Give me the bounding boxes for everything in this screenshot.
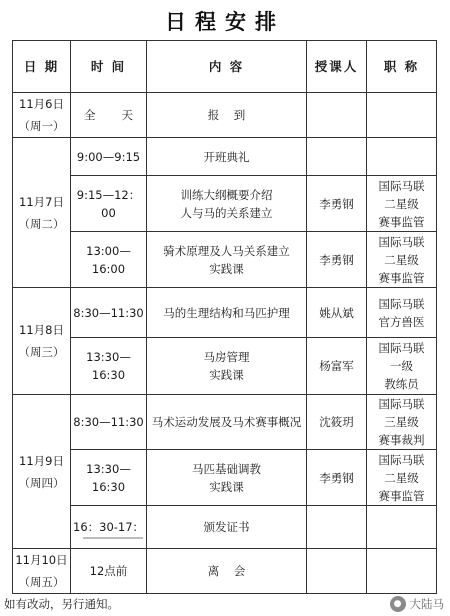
- content-cell: [147, 450, 307, 506]
- title-cell: [367, 176, 437, 232]
- table-row: [13, 176, 437, 232]
- table-row: [13, 450, 437, 506]
- content-line: 马的生理结构和马匹护理: [163, 305, 290, 320]
- table-row: [13, 288, 437, 338]
- schedule-table: [12, 40, 437, 594]
- teacher-cell: [307, 549, 367, 594]
- weekday-label: （周一）: [18, 119, 65, 133]
- date-cell: [13, 549, 71, 594]
- title-line: 国际马联: [378, 341, 425, 355]
- title-line: 国际马联: [378, 296, 425, 311]
- time-cell: 13:30—16:30: [71, 450, 147, 506]
- title-cell: [367, 395, 437, 450]
- teacher-cell: [307, 138, 367, 176]
- title-line: 国际马联: [378, 397, 425, 411]
- title-line: 赛事监管: [378, 270, 425, 285]
- time-label: 天: [121, 108, 133, 122]
- title-line: 赛事监管: [378, 488, 425, 503]
- title-cell: [367, 288, 437, 338]
- content-cell: [147, 338, 307, 395]
- teacher-cell: 杨富军: [307, 338, 367, 395]
- title-line: 二星级: [384, 470, 419, 485]
- weekday-label: （周五）: [18, 575, 65, 589]
- time-cell: 9:15—12：00: [71, 176, 147, 232]
- content-cell: [147, 506, 307, 549]
- header-content: 内 容: [147, 41, 307, 93]
- content-line: 离 会: [207, 564, 246, 578]
- time-cell: 13:00—16:00: [71, 232, 147, 288]
- watermark-logo-icon: ●: [390, 596, 406, 612]
- table-row: [13, 232, 437, 288]
- date-label: 11月7日: [19, 194, 64, 209]
- date-cell: [13, 138, 71, 288]
- weekday-label: （周四）: [18, 475, 65, 490]
- teacher-cell: [307, 506, 367, 549]
- teacher-cell: 李勇钢: [307, 232, 367, 288]
- content-cell: [147, 232, 307, 288]
- date-label: 11月9日: [19, 453, 64, 468]
- time-label: 全: [84, 108, 96, 122]
- table-row: [13, 395, 437, 450]
- content-line: 马匹基础调教: [192, 461, 261, 476]
- time-cell: 8:30—11:30: [71, 288, 147, 338]
- date-cell: [13, 395, 71, 549]
- header-title: 职 称: [367, 41, 437, 93]
- watermark: [390, 596, 445, 612]
- date-label: 11月8日: [19, 323, 64, 337]
- teacher-cell: [307, 93, 367, 138]
- title-line: 一级: [390, 359, 413, 373]
- content-line: 实践课: [209, 479, 244, 494]
- content-line: 开班典礼: [203, 149, 250, 164]
- title-line: 三星级: [384, 415, 419, 429]
- header-time: 时 间: [71, 41, 147, 93]
- date-label: 11月6日: [19, 97, 64, 111]
- content-cell: [147, 176, 307, 232]
- title-cell: [367, 93, 437, 138]
- content-cell: [147, 549, 307, 594]
- teacher-cell: 姚从斌: [307, 288, 367, 338]
- time-cell: [71, 93, 147, 138]
- time-cell: 9:00—9:15: [71, 138, 147, 176]
- teacher-cell: 李勇钢: [307, 176, 367, 232]
- title-line: 赛事监管: [378, 214, 425, 229]
- divider: [83, 537, 143, 539]
- header-row: [13, 41, 437, 93]
- content-line: 马房管理: [203, 350, 250, 364]
- title-cell: [367, 549, 437, 594]
- time-cell: 8:30—11:30: [71, 395, 147, 450]
- content-line: 人与马的关系建立: [180, 205, 273, 220]
- table-row: [13, 93, 437, 138]
- title-line: 二星级: [384, 252, 419, 267]
- page-title: 日程安排: [165, 10, 285, 34]
- time-cell: 12点前: [71, 549, 147, 594]
- content-line: 颁发证书: [203, 520, 250, 534]
- title-cell: [367, 450, 437, 506]
- content-line: 报 到: [207, 108, 246, 122]
- title-cell: [367, 338, 437, 395]
- content-line: 马术运动发展及马术赛事概况: [151, 415, 302, 429]
- content-cell: [147, 395, 307, 450]
- date-label: 11月10日: [15, 553, 68, 567]
- title-line: 赛事裁判: [378, 433, 425, 447]
- title-line: 教练员: [384, 377, 419, 391]
- watermark-text: 大陆马: [409, 597, 444, 611]
- date-cell: [13, 288, 71, 395]
- title-line: 官方兽医: [378, 314, 425, 329]
- footnote: 如有改动，另行通知。: [4, 597, 119, 611]
- teacher-cell: 沈筱玥: [307, 395, 367, 450]
- weekday-label: （周三）: [18, 345, 65, 359]
- content-cell: [147, 288, 307, 338]
- date-cell: [13, 93, 71, 138]
- title-line: 二星级: [384, 196, 419, 211]
- title-line: 国际马联: [378, 234, 425, 249]
- title-cell: [367, 506, 437, 549]
- content-line: 骑术原理及人马关系建立: [163, 243, 290, 258]
- table-row: [13, 506, 437, 549]
- content-cell: [147, 138, 307, 176]
- header-date: 日 期: [13, 41, 71, 93]
- content-line: 训练大纲概要介绍: [180, 187, 273, 202]
- weekday-label: （周二）: [18, 216, 65, 231]
- content-line: 实践课: [209, 261, 244, 276]
- title-cell: [367, 232, 437, 288]
- header-teacher: 授课人: [307, 41, 367, 93]
- table-row: [13, 549, 437, 594]
- content-cell: [147, 93, 307, 138]
- title-line: 国际马联: [378, 452, 425, 467]
- time-cell: 13:30—16:30: [71, 338, 147, 395]
- teacher-cell: 李勇钢: [307, 450, 367, 506]
- time-cell: 16：30-17：: [71, 506, 147, 549]
- title-line: 国际马联: [378, 178, 425, 193]
- content-line: 实践课: [209, 368, 244, 382]
- table-row: [13, 138, 437, 176]
- title-cell: [367, 138, 437, 176]
- table-row: [13, 338, 437, 395]
